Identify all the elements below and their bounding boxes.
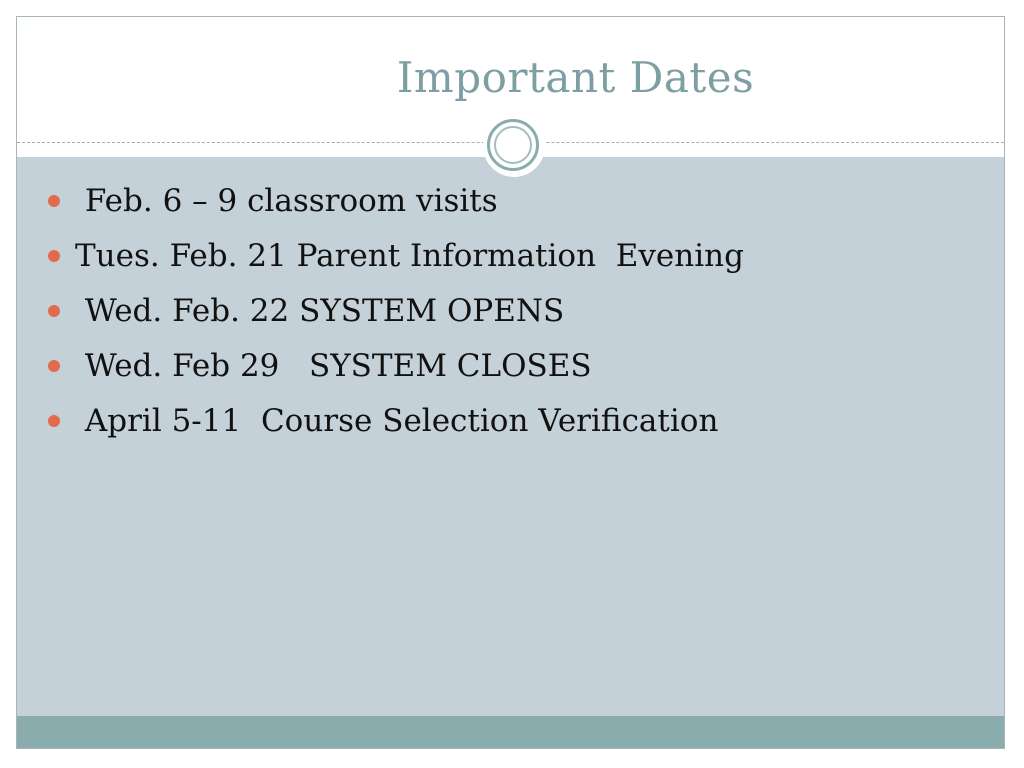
list-item: [17, 232, 1004, 287]
bullet-text: Wed. Feb. 22 SYSTEM OPENS: [75, 293, 565, 329]
bullet-dot-icon: [48, 195, 60, 207]
bullet-dot-icon: [48, 250, 60, 262]
circle-ornament-icon: [487, 119, 539, 171]
slide-frame: [16, 16, 1005, 749]
bullet-dot-icon: [48, 415, 60, 427]
footer-bar: [17, 716, 1004, 749]
bullet-dot-icon: [48, 305, 60, 317]
list-item: [17, 287, 1004, 342]
bullet-list: [17, 177, 1004, 452]
bullet-text: Feb. 6 – 9 classroom visits: [75, 183, 498, 219]
slide-title: Important Dates: [396, 53, 755, 102]
list-item: [17, 342, 1004, 397]
bullet-text: Wed. Feb 29 SYSTEM CLOSES: [75, 348, 592, 384]
list-item: [17, 177, 1004, 232]
list-item: [17, 397, 1004, 452]
bullet-text: April 5-11 Course Selection Verification: [75, 403, 719, 439]
bullet-text: Tues. Feb. 21 Parent Information Evening: [75, 238, 744, 274]
bullet-dot-icon: [48, 360, 60, 372]
